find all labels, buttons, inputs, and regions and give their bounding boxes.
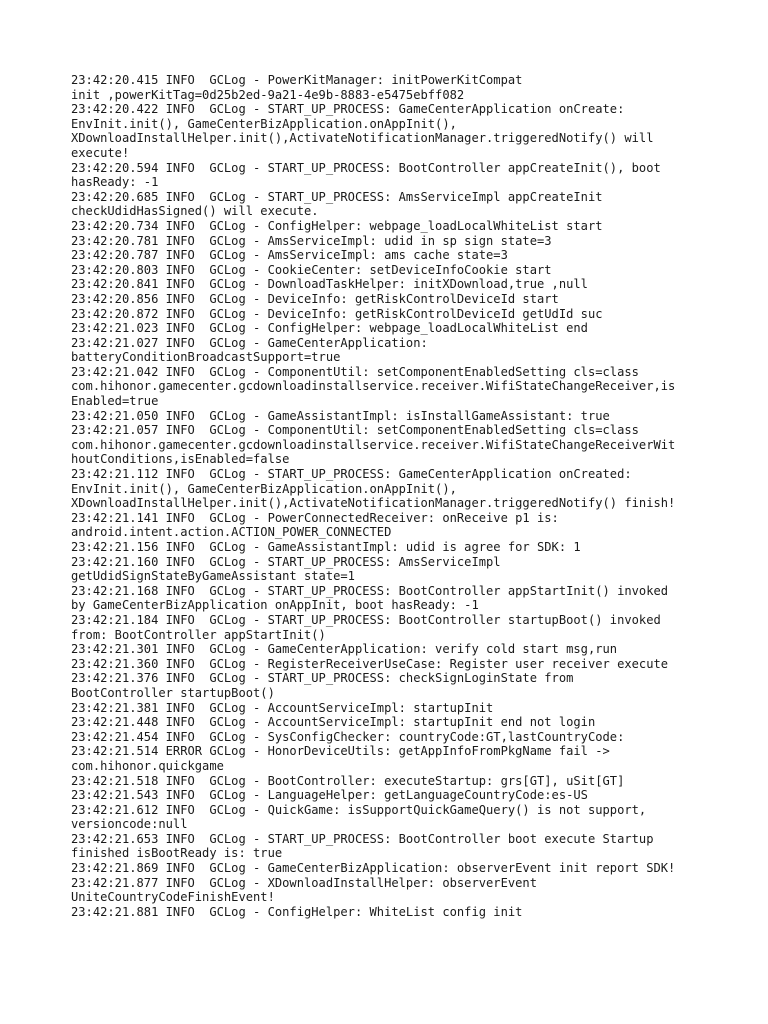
log-line: 23:42:20.872 INFO GCLog - DeviceInfo: getRiskControlDeviceId getUdId suc — [71, 306, 603, 321]
log-line: 23:42:21.050 INFO GCLog - GameAssistantImpl: isInstallGameAssistant: true — [71, 408, 610, 423]
log-line: 23:42:21.112 INFO GCLog - START_UP_PROCESS: GameCenterApplication onCreated: — [71, 467, 632, 482]
log-line: 23:42:21.141 INFO GCLog - PowerConnectedReceiver: onReceive p1 is: — [71, 510, 559, 525]
log-line: 23:42:21.543 INFO GCLog - LanguageHelper: getLanguageCountryCode:es-US — [71, 788, 588, 803]
log-line: finished isBootReady is: true — [71, 846, 283, 861]
log-line: batteryConditionBroadcastSupport=true — [71, 350, 341, 365]
log-line: com.hihonor.gamecenter.gcdownloadinstallservice.receiver.WifiStateChangeReceiver,is — [71, 379, 676, 394]
log-line: versioncode:null — [71, 817, 188, 832]
log-line: 23:42:21.869 INFO GCLog - GameCenterBizApplication: observerEvent init report SDK! — [71, 861, 676, 876]
log-line: 23:42:21.881 INFO GCLog - ConfigHelper: WhiteList config init — [71, 904, 523, 919]
log-line: 23:42:21.156 INFO GCLog - GameAssistantImpl: udid is agree for SDK: 1 — [71, 540, 581, 554]
log-line: Enabled=true — [71, 394, 159, 409]
log-line: 23:42:21.612 INFO GCLog - QuickGame: isSupportQuickGameQuery() is not support, — [71, 802, 647, 817]
log-line: 23:42:20.803 INFO GCLog - CookieCenter: setDeviceInfoCookie start — [71, 262, 552, 277]
log-line: 23:42:21.160 INFO GCLog - START_UP_PROCESS: AmsServiceImpl — [71, 554, 501, 569]
log-line: hasReady: -1 — [71, 175, 159, 190]
log-line: 23:42:20.841 INFO GCLog - DownloadTaskHelper: initXDownload,true ,null — [71, 277, 588, 292]
log-line: 23:42:20.856 INFO GCLog - DeviceInfo: getRiskControlDeviceId start — [71, 291, 559, 306]
log-line: 23:42:20.594 INFO GCLog - START_UP_PROCESS: BootController appCreateInit(), boot — [71, 160, 661, 175]
log-line: 23:42:21.381 INFO GCLog - AccountServiceImpl: startupInit — [71, 700, 494, 715]
log-line: EnvInit.init(), GameCenterBizApplication.onAppInit(), — [71, 481, 457, 496]
log-line: 23:42:21.301 INFO GCLog - GameCenterApplication: verify cold start msg,run — [71, 642, 618, 657]
log-line: by GameCenterBizApplication onAppInit, boot hasReady: -1 — [71, 598, 479, 613]
log-line: 23:42:21.877 INFO GCLog - XDownloadInstallHelper: observerEvent — [71, 875, 537, 890]
log-line: execute! — [71, 145, 130, 160]
log-line: 23:42:20.781 INFO GCLog - AmsServiceImpl: udid in sp sign state=3 — [71, 233, 552, 248]
log-text-block — [71, 73, 711, 919]
log-line: UniteCountryCodeFinishEvent! — [71, 890, 275, 905]
log-line: 23:42:21.454 INFO GCLog - SysConfigChecker: countryCode:GT,lastCountryCode: — [71, 729, 625, 744]
log-line: 23:42:20.734 INFO GCLog - ConfigHelper: webpage_loadLocalWhiteList start — [71, 218, 603, 233]
log-line: BootController startupBoot() — [71, 685, 275, 700]
log-line: 23:42:20.422 INFO GCLog - START_UP_PROCESS: GameCenterApplication onCreate: — [71, 102, 625, 117]
log-line: 23:42:21.023 INFO GCLog - ConfigHelper: webpage_loadLocalWhiteList end — [71, 321, 588, 336]
log-line: XDownloadInstallHelper.init(),ActivateNotificationManager.triggeredNotify() will — [71, 131, 654, 146]
log-line: 23:42:21.653 INFO GCLog - START_UP_PROCESS: BootController boot execute Startup — [71, 831, 654, 846]
log-line: 23:42:20.787 INFO GCLog - AmsServiceImpl: ams cache state=3 — [71, 248, 508, 263]
log-line: 23:42:21.042 INFO GCLog - ComponentUtil: setComponentEnabledSetting cls=class — [71, 364, 639, 379]
log-line: android.intent.action.ACTION_POWER_CONNECTED — [71, 525, 392, 540]
log-line: 23:42:21.360 INFO GCLog - RegisterReceiverUseCase: Register user receiver execute — [71, 656, 669, 671]
log-line: 23:42:21.514 ERROR GCLog - HonorDeviceUtils: getAppInfoFromPkgName fail -> — [71, 744, 610, 759]
log-line: 23:42:21.027 INFO GCLog - GameCenterApplication: — [71, 335, 428, 350]
log-line: com.hihonor.quickgame — [71, 758, 224, 773]
log-line: init ,powerKitTag=0d25b2ed-9a21-4e9b-8883-e5475ebff082 — [71, 87, 465, 102]
log-line: from: BootController appStartInit() — [71, 627, 326, 642]
log-line: 23:42:21.376 INFO GCLog - START_UP_PROCESS: checkSignLoginState from — [71, 671, 574, 686]
log-line: XDownloadInstallHelper.init(),ActivateNotificationManager.triggeredNotify() finish! — [71, 496, 676, 511]
log-line: 23:42:20.415 INFO GCLog - PowerKitManager: initPowerKitCompat — [71, 73, 523, 87]
log-line: checkUdidHasSigned() will execute. — [71, 204, 319, 219]
log-line: houtConditions,isEnabled=false — [71, 452, 290, 467]
log-line: EnvInit.init(), GameCenterBizApplication.onAppInit(), — [71, 116, 457, 131]
log-line: 23:42:21.518 INFO GCLog - BootController: executeStartup: grs[GT], uSit[GT] — [71, 773, 625, 788]
log-line: 23:42:21.184 INFO GCLog - START_UP_PROCESS: BootController startupBoot() invoked — [71, 612, 661, 627]
log-line: com.hihonor.gamecenter.gcdownloadinstallservice.receiver.WifiStateChangeReceiverWit — [71, 437, 676, 452]
log-line: 23:42:21.057 INFO GCLog - ComponentUtil: setComponentEnabledSetting cls=class — [71, 423, 639, 438]
log-line: 23:42:20.685 INFO GCLog - START_UP_PROCESS: AmsServiceImpl appCreateInit — [71, 189, 603, 204]
log-line: 23:42:21.168 INFO GCLog - START_UP_PROCESS: BootController appStartInit() invoked — [71, 583, 669, 598]
log-line: getUdidSignStateByGameAssistant state=1 — [71, 569, 355, 584]
log-line: 23:42:21.448 INFO GCLog - AccountServiceImpl: startupInit end not login — [71, 715, 596, 730]
